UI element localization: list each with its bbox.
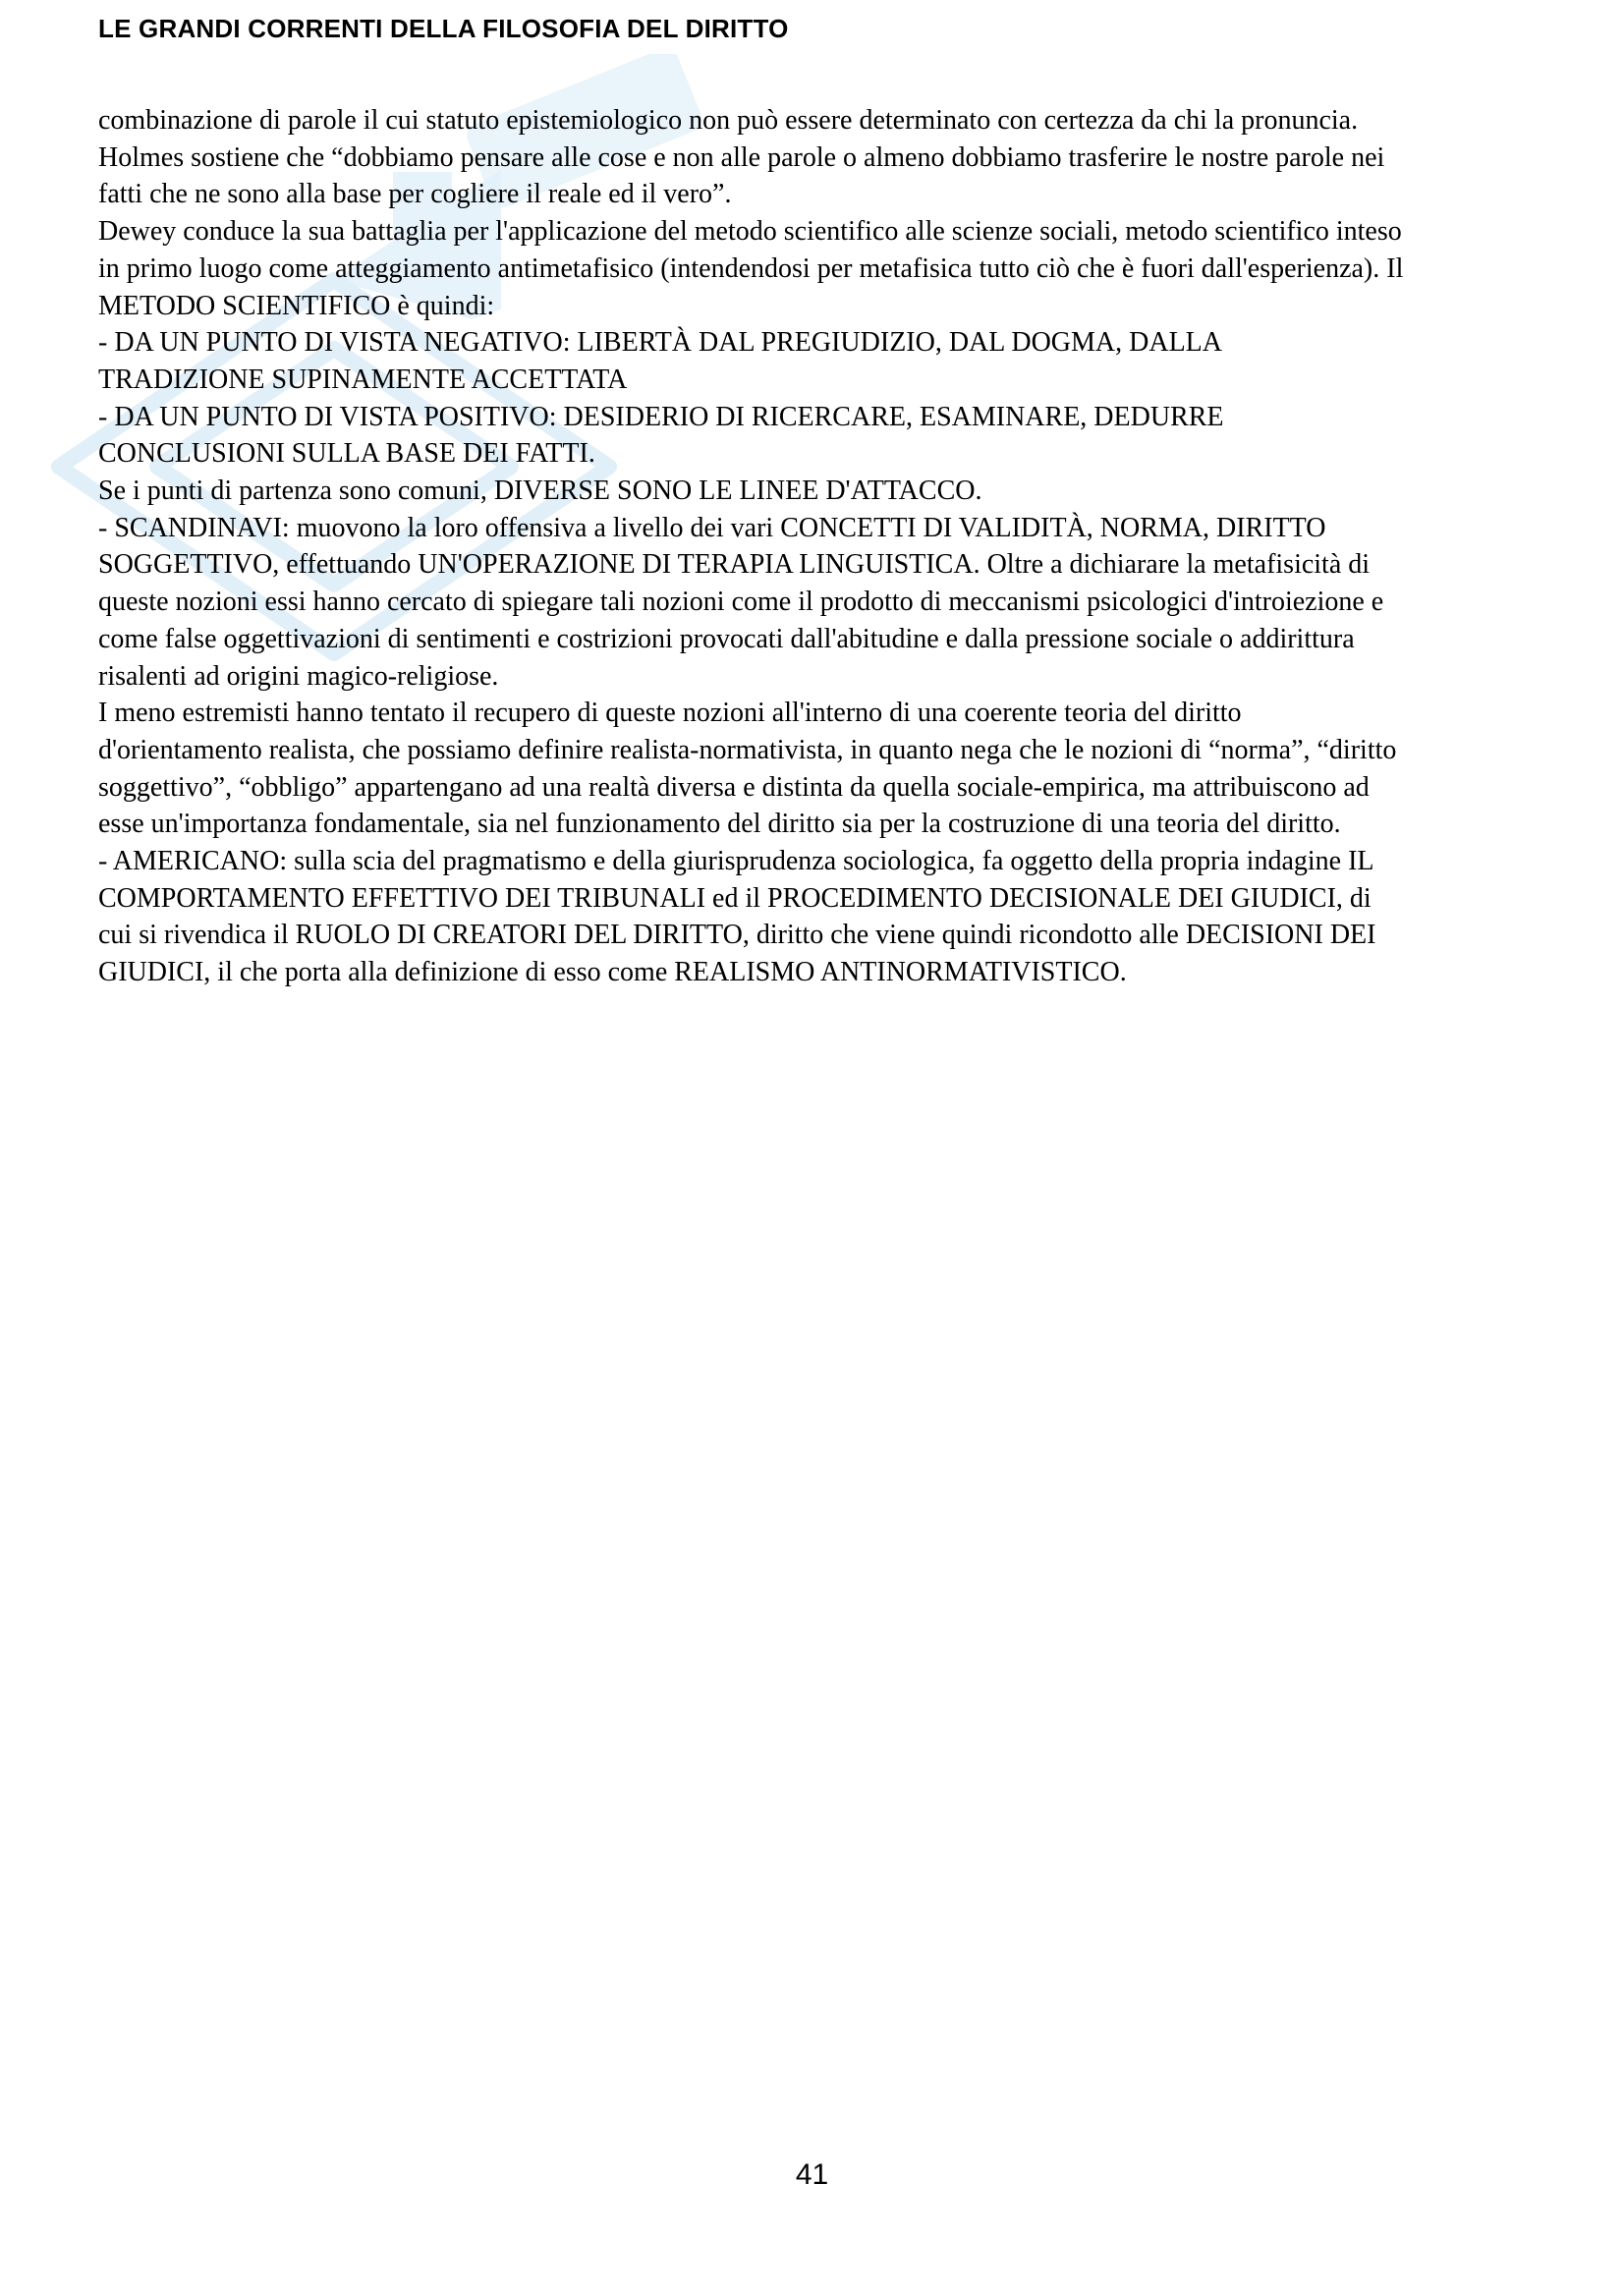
text-line: esse un'importanza fondamentale, sia nel funzionamento del diritto sia per la costruzione di una teoria del diritto. [98,809,1341,840]
text-line: soggettivo”, “obbligo” appartengano ad una realtà diversa e distinta da quella sociale-empirica, ma attribuiscono ad [98,771,1370,803]
text-line: risalenti ad origini magico-religiose. [98,660,499,692]
text-line: SOGGETTIVO, effettuando UN'OPERAZIONE DI TERAPIA LINGUISTICA. Oltre a dichiarare la metafisicità di [98,549,1371,581]
list-item-line: - AMERICANO: sulla scia del pragmatismo e della giurisprudenza sociologica, fa oggetto della propria indagine IL [98,846,1374,877]
text-line: GIUDICI, il che porta alla definizione di esso come REALISMO ANTINORMATIVISTICO. [98,957,1127,988]
text-line: in primo luogo come atteggiamento antimetafisico (intendendosi per metafisica tutto ciò che è fuori dall'esperienza). Il [98,252,1404,284]
body-text [98,102,1552,991]
text-line: METODO SCIENTIFICO è quindi: [98,290,495,321]
text-line: COMPORTAMENTO EFFETTIVO DEI TRIBUNALI ed il PROCEDIMENTO DECISIONALE DEI GIUDICI, di [98,882,1372,914]
text-line: fatti che ne sono alla base per cogliere il reale ed il vero”. [98,179,732,210]
text-line: CONCLUSIONI SULLA BASE DEI FATTI. [98,438,595,470]
text-line: combinazione di parole il cui statuto epistemiologico non può essere determinato con certezza da chi la pronuncia. [98,105,1359,136]
text-line: Holmes sostiene che “dobbiamo pensare alle cose e non alle parole o almeno dobbiamo trasferire le nostre parole nei [98,141,1385,173]
text-line: cui si rivendica il RUOLO DI CREATORI DEL DIRITTO, diritto che viene quindi ricondotto alle DECISIONI DEI [98,920,1376,951]
text-line: come false oggettivazioni di sentimenti e costrizioni provocati dall'abitudine e dalla pressione sociale o addirittura [98,623,1355,654]
list-item-line: - DA UN PUNTO DI VISTA NEGATIVO: LIBERTÀ DAL PREGIUDIZIO, DAL DOGMA, DALLA [98,327,1222,359]
running-header: LE GRANDI CORRENTI DELLA FILOSOFIA DEL DIRITTO [98,14,789,43]
list-item-line: - DA UN PUNTO DI VISTA POSITIVO: DESIDERIO DI RICERCARE, ESAMINARE, DEDURRE [98,401,1224,432]
text-line: TRADIZIONE SUPINAMENTE ACCETTATA [98,364,628,395]
text-line: Se i punti di partenza sono comuni, DIVERSE SONO LE LINEE D'ATTACCO. [98,476,982,507]
text-line: d'orientamento realista, che possiamo definire realista-normativista, in quanto nega che le nozioni di “norma”, “diritto [98,734,1397,765]
page-number: 41 [795,2158,829,2191]
list-item-line: - SCANDINAVI: muovono la loro offensiva a livello dei vari CONCETTI DI VALIDITÀ, NORMA, DIRITTO [98,512,1326,543]
text-line: Dewey conduce la sua battaglia per l'applicazione del metodo scientifico alle scienze sociali, metodo scientifico inteso [98,216,1402,248]
text-line: I meno estremisti hanno tentato il recupero di queste nozioni all'interno di una coerente teoria del diritto [98,698,1242,729]
text-line: queste nozioni essi hanno cercato di spiegare tali nozioni come il prodotto di meccanismi psicologici d'introiezione e [98,587,1384,618]
